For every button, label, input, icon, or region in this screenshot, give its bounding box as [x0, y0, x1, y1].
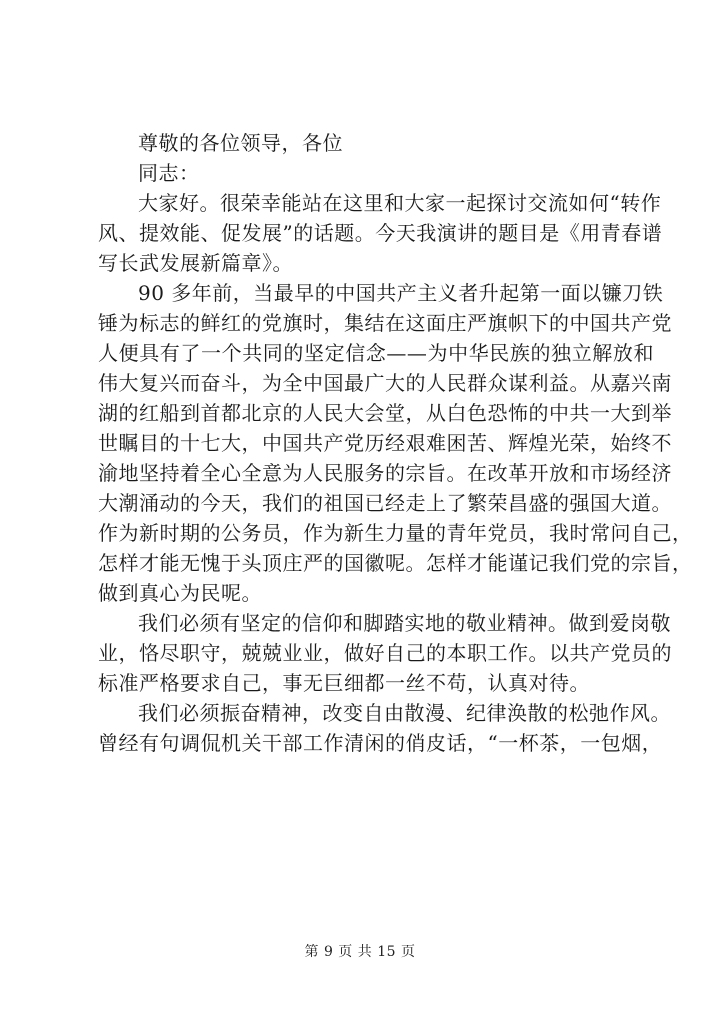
document-body — [98, 128, 693, 758]
paragraph-dedication — [98, 608, 672, 698]
paragraph-line: 标准严格要求自己，事无巨细都一丝不苟，认真对待。 — [98, 671, 590, 695]
page-number-footer: 第 9 页 共 15 页 — [304, 944, 416, 960]
paragraph-history — [98, 278, 693, 608]
paragraph-line: 90 多年前，当最早的中国共产主义者升起第一面以镰刀铁 — [138, 281, 664, 305]
paragraph-line: 曾经有句调侃机关干部工作清闲的俏皮话，“一杯茶，一包烟， — [98, 731, 663, 755]
paragraph-line: 大潮涌动的今天，我们的祖国已经走上了繁荣昌盛的强国大道。 — [98, 491, 672, 515]
salutation-line: 同志： — [138, 161, 200, 185]
paragraph-line: 我们必须振奋精神，改变自由散漫、纪律涣散的松弛作风。 — [138, 701, 671, 725]
paragraph-line: 湖的红船到首都北京的人民大会堂，从白色恐怖的中共一大到举 — [98, 401, 672, 425]
paragraph-line: 人便具有了一个共同的坚定信念——为中华民族的独立解放和 — [98, 341, 654, 365]
paragraph-line: 伟大复兴而奋斗，为全中国最广大的人民群众谋利益。从嘉兴南 — [98, 371, 672, 395]
salutation-line: 尊敬的各位领导，各位 — [138, 131, 343, 155]
paragraph-line: 怎样才能无愧于头顶庄严的国徽呢。怎样才能谨记我们党的宗旨， — [98, 551, 693, 575]
paragraph-greeting — [98, 188, 663, 278]
paragraph-line: 业，恪尽职守，兢兢业业，做好自己的本职工作。以共产党员的 — [98, 641, 672, 665]
paragraph-spirit — [98, 698, 671, 758]
paragraph-line: 做到真心为民呢。 — [98, 581, 262, 605]
paragraph-line: 大家好。很荣幸能站在这里和大家一起探讨交流如何“转作 — [138, 191, 662, 215]
paragraph-line: 写长武发展新篇章》。 — [98, 251, 293, 275]
paragraph-line: 锤为标志的鲜红的党旗时，集结在这面庄严旗帜下的中国共产党 — [98, 311, 672, 335]
paragraph-line: 世瞩目的十七大，中国共产党历经艰难困苦、辉煌光荣，始终不 — [98, 431, 672, 455]
paragraph-line: 渝地坚持着全心全意为人民服务的宗旨。在改革开放和市场经济 — [98, 461, 672, 485]
paragraph-line: 我们必须有坚定的信仰和脚踏实地的敬业精神。做到爱岗敬 — [138, 611, 671, 635]
paragraph-line: 风、提效能、促发展”的话题。今天我演讲的题目是《用青春谱 — [98, 221, 663, 245]
salutation — [98, 128, 654, 188]
paragraph-line: 作为新时期的公务员，作为新生力量的青年党员，我时常问自己， — [98, 521, 693, 545]
